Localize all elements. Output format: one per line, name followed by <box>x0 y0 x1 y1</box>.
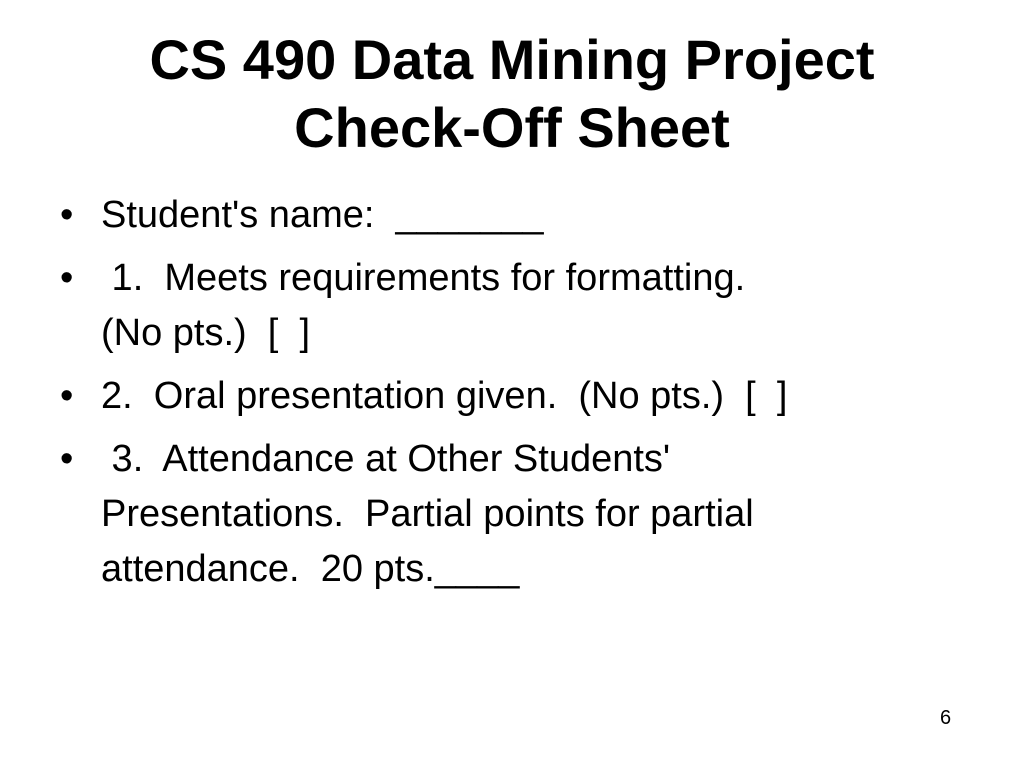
list-item-attendance <box>60 432 960 597</box>
formatting-text-line-2: (No pts.) [ ] <box>101 312 311 354</box>
student-name-text: Student's name: _______ <box>101 194 544 236</box>
checklist <box>60 188 960 605</box>
attendance-text-line-2: Presentations. Partial points for partial <box>101 493 754 535</box>
slide-title-line-1: CS 490 Data Mining Project <box>149 28 875 91</box>
list-item-oral-presentation <box>60 369 960 424</box>
bullet-icon: • <box>60 375 74 417</box>
slide-title <box>40 26 984 162</box>
formatting-text-line-1: 1. Meets requirements for formatting. <box>101 257 746 299</box>
attendance-text-line-3: attendance. 20 pts.____ <box>101 548 520 590</box>
page-number: 6 <box>940 707 952 729</box>
bullet-icon: • <box>60 194 74 236</box>
attendance-text-line-1: 3. Attendance at Other Students' <box>101 438 671 480</box>
slide-title-line-2: Check-Off Sheet <box>294 96 730 159</box>
oral-presentation-text: 2. Oral presentation given. (No pts.) [ ] <box>101 375 788 417</box>
list-item-formatting <box>60 251 960 361</box>
bullet-icon: • <box>60 257 74 299</box>
list-item-student-name <box>60 188 960 243</box>
bullet-icon: • <box>60 438 74 480</box>
